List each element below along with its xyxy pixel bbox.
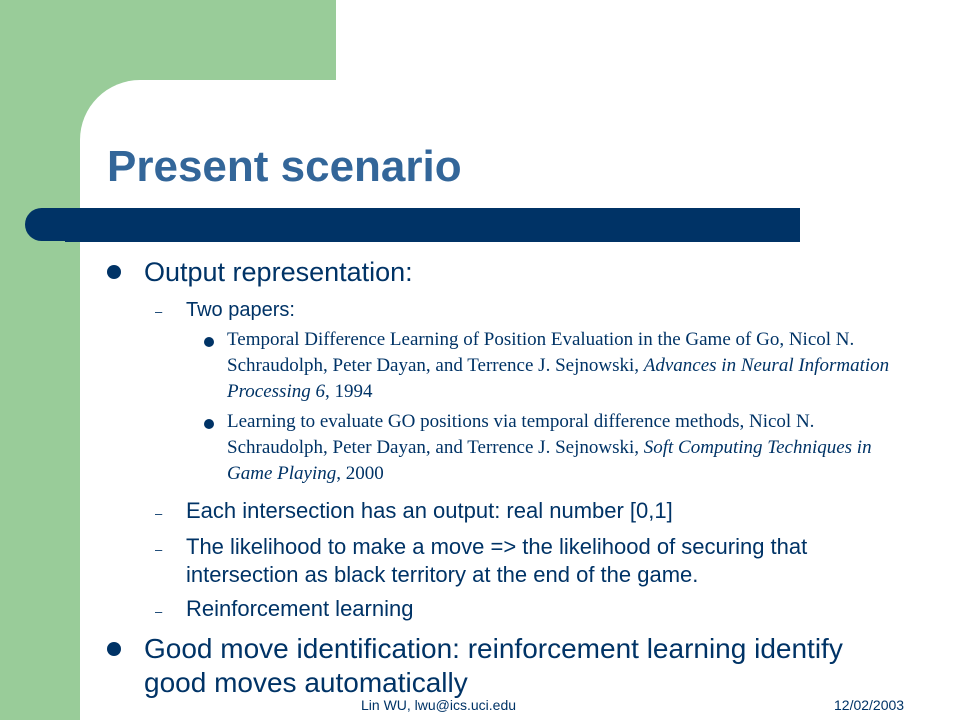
paper-2-year: , 2000 [336, 463, 384, 484]
dash-marker: – [155, 506, 163, 521]
paper-1-authors: Temporal Difference Learning of Position Evaluation in the Game of Go, Nicol N. Schraudolph, Peter Dayan, and Terrence J. Sejnowski, [227, 329, 855, 376]
slide-title: Present scenario [107, 142, 462, 191]
bullet-output-representation: Output representation: [144, 257, 413, 287]
footer-author: Lin WU, lwu@ics.uci.edu [361, 697, 517, 713]
paper-2-authors: Learning to evaluate GO positions via temporal difference methods, Nicol N. Schraudolph, Peter Dayan, and Terrence J. Sejnowski, [227, 411, 815, 458]
bullet-dot [107, 265, 121, 279]
dash-marker: – [155, 604, 163, 619]
paper-citation-1 [227, 327, 907, 405]
bullet-reinforcement-learning: Reinforcement learning [186, 596, 414, 621]
paper-citation-2 [227, 409, 907, 487]
dash-marker: – [155, 304, 163, 319]
bullet-intersection-output: Each intersection has an output: real number [0,1] [186, 498, 673, 523]
bullet-two-papers: Two papers: [186, 299, 295, 321]
bullet-dot [107, 642, 121, 656]
bullet-dot [204, 419, 214, 429]
title-underline-bar [25, 208, 800, 241]
paper-1-year: , 1994 [324, 381, 373, 402]
paper-1-venue: Advances in Neural Information Processing 6 [227, 355, 890, 402]
bullet-dot [204, 337, 214, 347]
dash-marker: – [155, 542, 163, 557]
bullet-likelihood: The likelihood to make a move => the likelihood of securing that intersection as black territory at the end of the game. [186, 534, 808, 587]
paper-2-venue: Soft Computing Techniques in Game Playing [227, 437, 872, 484]
bullet-good-move-identification: Good move identification: reinforcement learning identify good moves automatically [144, 633, 843, 698]
title-underline-edge [65, 241, 800, 242]
footer-date: 12/02/2003 [834, 697, 905, 713]
